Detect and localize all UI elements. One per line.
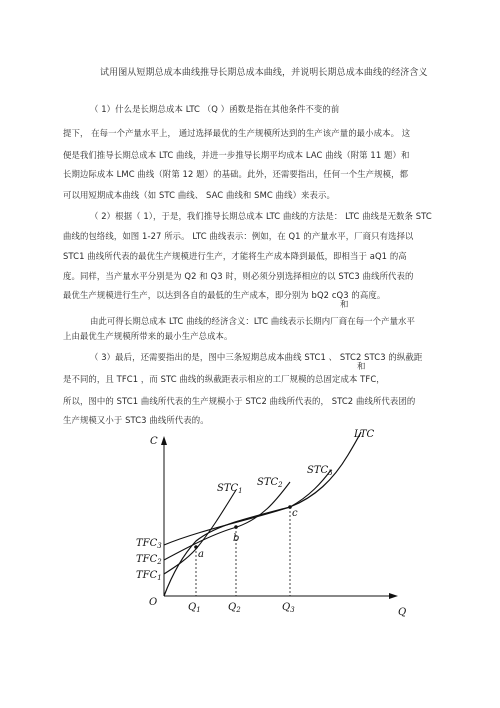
text-line-12: 上由最优生产规模所带来的最小生产总成本。 [63, 331, 233, 341]
tfc1-label: $TFC_1$ [136, 570, 162, 582]
text-line-2: 提下， 在每一个产量水平上， 通过选择最优的生产规模所达到的生产该产量的最小成本。 这 [63, 128, 411, 138]
q2-label: $Q_2$ [228, 602, 241, 614]
point-a-label: a [198, 549, 204, 560]
point-b-label: b [233, 533, 240, 544]
stc1-curve [164, 490, 236, 574]
y-axis-label: C [150, 436, 158, 447]
stc2-label: $STC_2$ [257, 477, 283, 489]
stc1-label: $STC_1$ [217, 483, 243, 495]
point-b [234, 525, 238, 529]
ltc-label: LTC [354, 429, 375, 440]
y-axis-arrow [161, 436, 167, 445]
text-line-16: 生产规模又小于 STC3 曲线所代表的。 [63, 415, 209, 425]
x-axis-label: Q [398, 607, 407, 618]
text-line-10: 最优生产规模进行生产，以达到各自的最低的生产成本，即分别为 bQ2 cQ3 的高度。 [63, 290, 386, 300]
point-c-label: c [292, 508, 298, 519]
text-line-3: 便是我们推导长期总成本 LTC 曲线，并进一步推导长期平均成本 LAC 曲线（附第 11 题）和 [63, 150, 410, 160]
text-line-4: 长期边际成本 LMC 曲线（附第 12 题）的基础。此外，还需要指出，任何一个生产规模，都 [63, 169, 409, 179]
ltc-curve [164, 432, 361, 596]
text-line-9: 度。同样，当产量水平分别是为 Q2 和 Q3 时，则必须分别选择相应的以 STC3 曲线所代表的 [63, 271, 414, 281]
x-axis-arrow [389, 593, 398, 599]
q1-label: $Q_1$ [188, 602, 201, 614]
tfc2-label: $TFC_2$ [136, 554, 162, 566]
text-line-14: 是不同的，且 TFC1 ，而 STC 曲线的纵截距表示相应的工厂规模的总固定成本 TFC， [63, 374, 385, 384]
text-line-6: （ 2）根据（ 1），于是，我们推导长期总成本 LTC 曲线的方法是： LTC 曲线是无数条 STC [90, 211, 432, 221]
text-line-13: （ 3）最后，还需要指出的是，图中三条短期总成本曲线 STC1 、 STC2 STC3 的纵截距 [90, 352, 423, 362]
text-line-5: 可以用短期成本曲线（如 STC 曲线、 SAC 曲线和 SMC 曲线）来表示。 [63, 190, 335, 200]
text-line-8: STC1 曲线所代表的最优生产规模进行生产，才能将生产成本降到最低，即相当于 aQ1 的高 [63, 251, 407, 261]
text-line-11: 由此可得长期总成本 LTC 曲线的经济含义：LTC 曲线表示长期内厂商在每一个产量水平 [90, 316, 415, 326]
text-line-10-and: 和 [340, 299, 349, 309]
origin-label: O [149, 597, 158, 608]
stc3-label: $STC_3$ [307, 465, 333, 477]
text-line-13-and: 和 [357, 361, 366, 371]
page-title: 试用图从短期总成本曲线推导长期总成本曲线，并说明长期总成本曲线的经济含义 [100, 68, 428, 78]
stc3-curve [164, 470, 331, 545]
text-line-15: 所以，图中的 STC1 曲线所代表的生产规模小于 STC2 曲线所代表的， STC2 曲线所代表团的 [63, 396, 416, 406]
q3-label: $Q_3$ [282, 602, 295, 614]
text-line-7: 曲线的包络线，如图 1-27 所示。 LTC 曲线表示：例如，在 Q1 的产量水平，厂商只有选择以 [63, 231, 414, 241]
text-line-1: （ 1）什么是长期总成本 LTC （Q ）函数是指在其他条件不变的前 [90, 104, 340, 114]
tfc3-label: $TFC_3$ [136, 538, 162, 550]
